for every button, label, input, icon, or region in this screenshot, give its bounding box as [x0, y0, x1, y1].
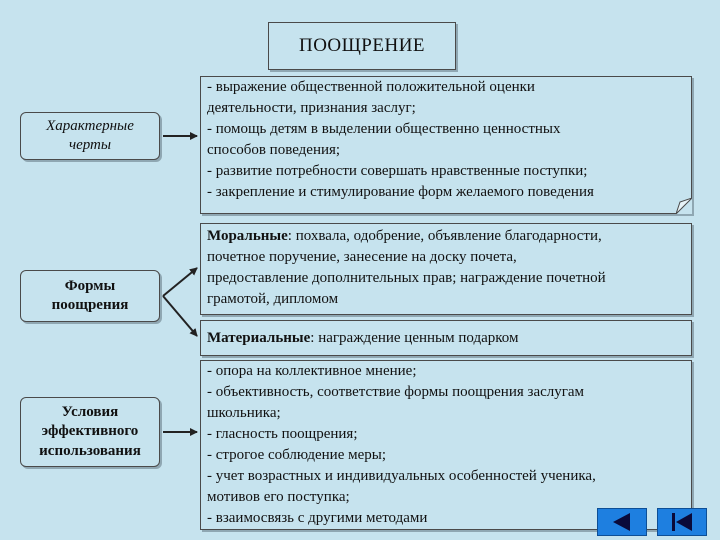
moral-line: предоставление дополнительных прав; награждение почетной — [207, 270, 606, 286]
material-label: Материальные — [207, 330, 311, 346]
traits-line: - выражение общественной положительной оценки — [207, 79, 535, 95]
moral-label: Моральные — [207, 228, 288, 244]
node-conditions-line: Условия — [61, 403, 119, 420]
skip-to-start-icon — [668, 512, 696, 532]
title-text: ПООЩРЕНИЕ — [298, 35, 426, 56]
conditions-line: - строгое соблюдение меры; — [207, 447, 387, 463]
conditions-line: - гласность поощрения; — [207, 426, 358, 442]
node-forms-line: поощрения — [51, 297, 129, 313]
traits-line: способов поведения; — [207, 142, 341, 158]
arrow-forms-material — [163, 296, 197, 336]
traits-line: - помощь детям в выделении общественно ценностных — [207, 121, 561, 137]
conditions-line: школьника; — [207, 405, 281, 421]
moral-text: : похвала, одобрение, объявление благодарности, — [287, 228, 602, 244]
node-characteristics-line: Характерные — [46, 117, 134, 134]
conditions-line: мотивов его поступка; — [207, 489, 350, 505]
traits-line: деятельности, признания заслуг; — [207, 100, 416, 116]
conditions-line: - учет возрастных и индивидуальных особенностей ученика, — [207, 468, 596, 484]
conditions-line: - объективность, соответствие формы поощрения заслугам — [207, 384, 585, 400]
node-characteristics-line: черты — [68, 137, 112, 153]
previous-slide-button[interactable] — [597, 508, 647, 536]
arrow-forms-moral — [163, 268, 197, 296]
moral-line: почетное поручение, занесение на доску почета, — [207, 249, 517, 265]
node-conditions-line: использования — [39, 442, 141, 459]
triangle-left-icon — [610, 512, 634, 532]
moral-line: грамотой, дипломом — [207, 291, 339, 307]
traits-line: - закрепление и стимулирование форм желаемого поведения — [207, 184, 594, 200]
node-forms-line: Формы — [64, 277, 116, 294]
material-text: : награждение ценным подарком — [310, 330, 519, 346]
conditions-line: - взаимосвязь с другими методами — [207, 510, 428, 526]
first-slide-button[interactable] — [657, 508, 707, 536]
traits-line: - развитие потребности совершать нравственные поступки; — [207, 163, 588, 179]
conditions-line: - опора на коллективное мнение; — [207, 363, 417, 379]
node-conditions-line: эффективного — [41, 423, 139, 440]
